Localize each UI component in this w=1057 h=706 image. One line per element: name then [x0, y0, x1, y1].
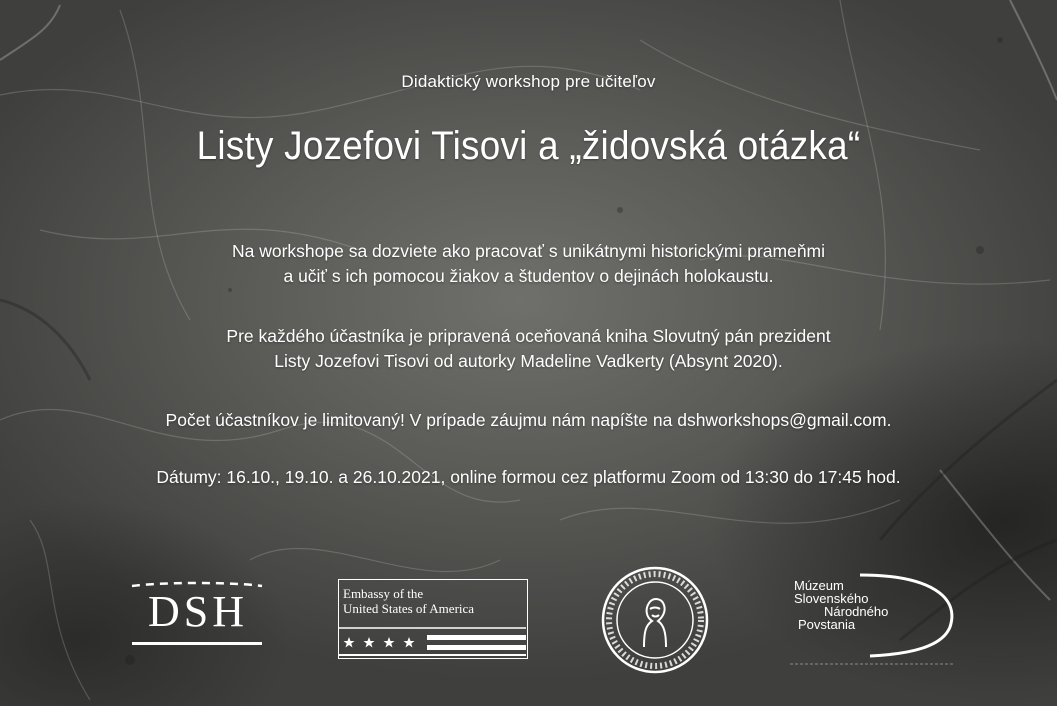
museum-line-3: Národného	[824, 604, 889, 619]
embassy-line-2: United States of America	[343, 601, 475, 616]
embassy-text	[343, 586, 474, 616]
intro-line-2: a učiť s ich pomocou žiakov a študentov o dejinách holokaustu.	[283, 266, 774, 286]
museum-text	[794, 579, 888, 631]
book-line-1: Pre každého účastníka je pripravená oceňovaná kniha Slovutný pán prezident	[226, 326, 831, 346]
workshop-title: Listy Jozefovi Tisovi a „židovská otázka“	[196, 124, 861, 168]
intro-line-1: Na workshope sa dozviete ako pracovať s unikátnymi historickými prameňmi	[231, 241, 826, 261]
dsh-underline	[132, 642, 262, 645]
dsh-logo-text: DSH	[147, 587, 249, 636]
dates-paragraph: Dátumy: 16.10., 19.10. a 26.10.2021, online formou cez platformu Zoom od 13:30 do 17:45 hod.	[156, 467, 901, 487]
dsh-logo	[128, 580, 268, 660]
museum-snp-logo	[790, 572, 960, 667]
book-paragraph	[0, 324, 1057, 374]
embassy-logo	[338, 579, 528, 659]
intro-paragraph	[0, 239, 1057, 289]
embassy-line-1: Embassy of the	[343, 586, 424, 601]
museum-line-1: Múzeum	[794, 578, 844, 593]
university-seal-icon	[600, 565, 710, 675]
workshop-subtitle: Didaktický workshop pre učiteľov	[401, 72, 656, 91]
museum-line-2: Slovenského	[794, 591, 869, 606]
flag-stripes-icon	[339, 626, 526, 658]
museum-line-4: Povstania	[798, 617, 856, 632]
registration-paragraph: Počet účastníkov je limitovaný! V prípade záujmu nám napíšte na dshworkshops@gmail.com.	[165, 410, 892, 430]
book-line-2: Listy Jozefovi Tisovi od autorky Madeline Vadkerty (Absynt 2020).	[274, 351, 783, 371]
